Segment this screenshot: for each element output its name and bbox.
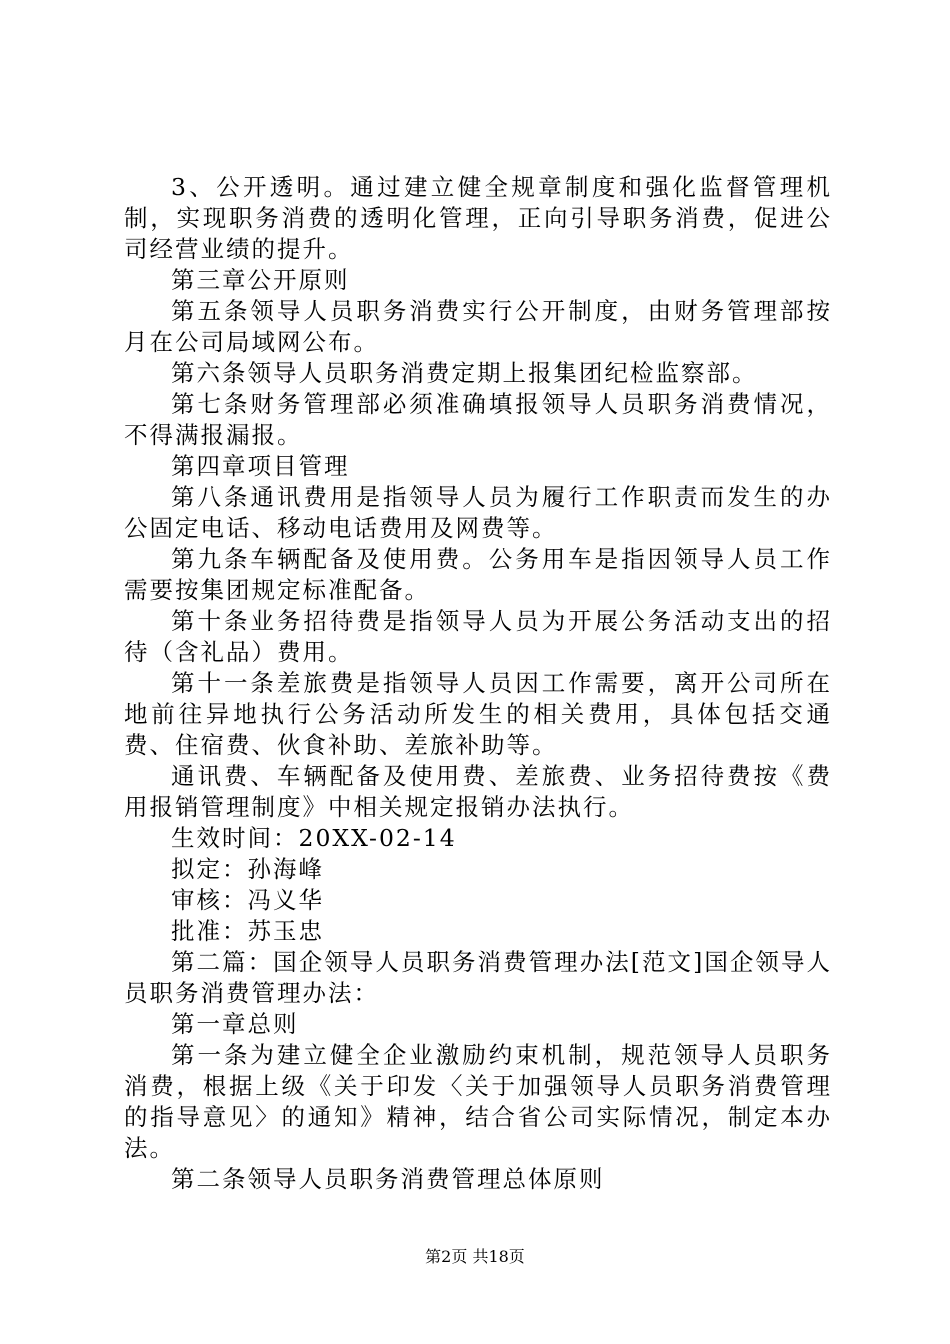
document-body xyxy=(124,172,832,1195)
section-two-title: 第二篇：国企领导人员职务消费管理办法[范文]国企领导人员职务消费管理办法： xyxy=(124,948,832,1007)
paragraph-article-2: 第二条领导人员职务消费管理总体原则 xyxy=(171,1165,605,1193)
paragraph-article-6: 第六条领导人员职务消费定期上报集团纪检监察部。 xyxy=(171,359,758,387)
paragraph-1: 3、公开透明。通过建立健全规章制度和强化监督管理机制，实现职务消费的透明化管理，正向引导职务消费，促进公司经营业绩的提升。 xyxy=(124,173,832,263)
approved-by: 批准：苏玉忠 xyxy=(171,917,324,945)
reviewed-by: 审核：冯义华 xyxy=(171,886,324,914)
page-number: 第2页 共18页 xyxy=(425,1247,525,1266)
paragraph-article-10: 第十条业务招待费是指领导人员为开展公务活动支出的招待（含礼品）费用。 xyxy=(124,607,832,666)
paragraph-article-9: 第九条车辆配备及使用费。公务用车是指因领导人员工作需要按集团规定标准配备。 xyxy=(124,545,832,604)
paragraph-article-7: 第七条财务管理部必须准确填报领导人员职务消费情况，不得满报漏报。 xyxy=(124,390,832,449)
effective-date: 生效时间：20XX-02-14 xyxy=(171,824,457,852)
paragraph-reimbursement: 通讯费、车辆配备及使用费、差旅费、业务招待费按《费用报销管理制度》中相关规定报销办法执行。 xyxy=(124,762,832,821)
paragraph-article-1: 第一条为建立健全企业激励约束机制，规范领导人员职务消费，根据上级《关于印发〈关于加强领导人员职务消费管理的指导意见〉的通知》精神，结合省公司实际情况，制定本办法。 xyxy=(124,1041,832,1162)
paragraph-article-5: 第五条领导人员职务消费实行公开制度，由财务管理部按月在公司局域网公布。 xyxy=(124,297,832,356)
paragraph-article-8: 第八条通讯费用是指领导人员为履行工作职责而发生的办公固定电话、移动电话费用及网费等。 xyxy=(124,483,832,542)
paragraph-article-11: 第十一条差旅费是指领导人员因工作需要，离开公司所在地前往异地执行公务活动所发生的相关费用，具体包括交通费、住宿费、伙食补助、差旅补助等。 xyxy=(124,669,832,759)
drafted-by: 拟定：孙海峰 xyxy=(171,855,324,883)
chapter-heading-1: 第一章总则 xyxy=(171,1010,299,1038)
chapter-heading-3: 第三章公开原则 xyxy=(171,266,350,294)
chapter-heading-4: 第四章项目管理 xyxy=(171,452,350,480)
